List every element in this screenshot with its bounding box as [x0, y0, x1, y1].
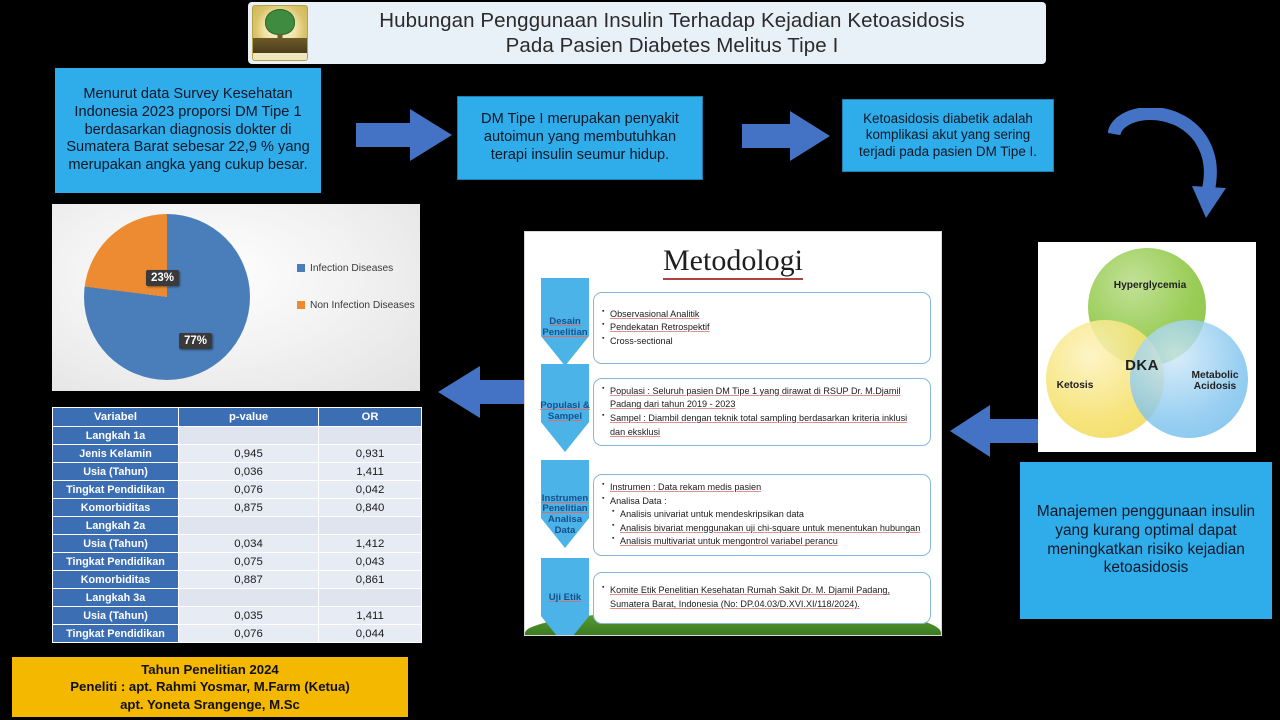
pie-chart-legend [297, 262, 415, 336]
item-text: Analisis multivariat untuk mengontrol variabel perancu [620, 536, 838, 547]
cell-variabel: Tingkat Pendidikan [53, 553, 179, 571]
footer-line-2: Peneliti : apt. Rahmi Yosmar, M.Farm (Ketua) [70, 679, 350, 695]
chevron-label-design [537, 292, 593, 364]
venn-label-metabolic-acidosis [1178, 370, 1252, 393]
methodology-items-design [593, 292, 931, 364]
chevron-label-ethics [537, 572, 593, 624]
cell-variabel: Komorbiditas [53, 499, 179, 517]
table-row [53, 427, 422, 445]
arrow-curved-down-icon [1108, 108, 1226, 220]
page-title [308, 8, 1046, 58]
cell-variabel: Langkah 1a [53, 427, 179, 445]
info-box-dm-type-1: DM Tipe I merupakan penyakit autoimun yang membutuhkan terapi insulin seumur hidup. [458, 97, 702, 179]
table-row [53, 553, 422, 571]
title-line-2: Pada Pasien Diabetes Melitus Tipe I [505, 34, 839, 57]
pie-label-non-infection: 23% [146, 270, 179, 286]
info-box-conclusion: Manajemen penggunaan insulin yang kurang optimal dapat meningkatkan risiko kejadian ketoasidosis [1020, 462, 1272, 619]
venn-diagram [1038, 242, 1256, 452]
cell-p-value: 0,076 [179, 481, 319, 499]
methodology-title [525, 244, 941, 278]
legend-label-non-infection: Non Infection Diseases [310, 300, 415, 312]
list-item [602, 385, 922, 412]
cell-or [319, 517, 422, 535]
table-body [53, 427, 422, 643]
methodology-section-population [537, 378, 931, 446]
cell-or: 0,931 [319, 445, 422, 463]
chevron-line-2: Penelitian [542, 503, 588, 515]
venn-label-line-2: Acidosis [1193, 381, 1237, 393]
legend-item-non-infection [297, 299, 415, 312]
item-text: Instrumen : Data rekam medis pasien [610, 481, 762, 492]
arrow-left-1-icon [950, 402, 1040, 460]
cell-or: 1,412 [319, 535, 422, 553]
chevron-line-3: Analisa Data [547, 514, 583, 536]
title-line-1: Hubungan Penggunaan Insulin Terhadap Kejadian Ketoasidosis [379, 9, 965, 32]
list-item [602, 508, 922, 522]
cell-p-value: 0,875 [179, 499, 319, 517]
institution-emblem-icon [252, 5, 308, 61]
footer-credits [12, 657, 408, 717]
chevron-line-1: Uji Etik [548, 591, 582, 603]
cell-variabel: Usia (Tahun) [53, 463, 179, 481]
cell-or [319, 589, 422, 607]
item-text: Observasional Analitik [610, 308, 700, 319]
methodology-items-instrument [593, 474, 931, 556]
list-item [602, 308, 922, 322]
cell-variabel: Tingkat Pendidikan [53, 481, 179, 499]
venn-label-dka: DKA [1125, 357, 1159, 374]
list-item [602, 535, 922, 549]
info-box-ketoasidosis: Ketoasidosis diabetik adalah komplikasi akut yang sering terjadi pada pasien DM Tipe I. [843, 100, 1053, 171]
table-row [53, 517, 422, 535]
item-text: Sampel : Diambil dengan teknik total sampling berdasarkan kriteria inklusi dan eksklusi [610, 413, 908, 437]
cell-variabel: Langkah 2a [53, 517, 179, 535]
results-table [52, 407, 422, 643]
cell-p-value: 0,034 [179, 535, 319, 553]
table-row [53, 571, 422, 589]
methodology-section-ethics [537, 572, 931, 624]
chevron-label-instrument [537, 474, 593, 556]
chevron-line-1: Populasi & [540, 400, 590, 412]
list-item [602, 335, 922, 349]
list-item [602, 584, 922, 611]
venn-label-line-1: Metabolic [1191, 370, 1239, 381]
chevron-line-1: Instrumen [541, 492, 589, 504]
cell-or: 0,840 [319, 499, 422, 517]
item-text: Populasi : Seluruh pasien DM Tipe 1 yang dirawat di RSUP Dr. M.Djamil Padang dari tahun 2019 - 2023 [610, 385, 901, 410]
methodology-items-ethics [593, 572, 931, 624]
table-header-row [53, 408, 422, 427]
cell-or: 0,042 [319, 481, 422, 499]
legend-item-infection [297, 262, 415, 275]
cell-variabel: Langkah 3a [53, 589, 179, 607]
table-row [53, 625, 422, 643]
methodology-items-population [593, 378, 931, 446]
venn-label-ketosis: Ketosis [1056, 380, 1094, 391]
poster-title-banner [248, 2, 1046, 64]
arrow-right-1-icon [356, 105, 452, 165]
cell-variabel: Usia (Tahun) [53, 607, 179, 625]
cell-or: 0,044 [319, 625, 422, 643]
list-item [602, 412, 922, 439]
column-header-variabel: Variabel [53, 408, 179, 427]
pie-chart-card [52, 204, 420, 391]
item-text: Analisis bivariat menggunakan uji chi-square untuk menentukan hubungan [620, 522, 921, 533]
cell-or: 1,411 [319, 607, 422, 625]
cell-or: 0,861 [319, 571, 422, 589]
methodology-panel [524, 231, 942, 636]
footer-line-3: apt. Yoneta Srangenge, M.Sc [120, 696, 300, 712]
cell-p-value: 0,076 [179, 625, 319, 643]
cell-or: 1,411 [319, 463, 422, 481]
cell-p-value: 0,075 [179, 553, 319, 571]
column-header-or: OR [319, 408, 422, 427]
item-text: Analisis univariat untuk mendeskripsikan data [620, 509, 804, 520]
table-row [53, 499, 422, 517]
pie-chart-slices [84, 214, 250, 380]
table-row [53, 445, 422, 463]
cell-variabel: Tingkat Pendidikan [53, 625, 179, 643]
table-row [53, 481, 422, 499]
legend-swatch-icon [297, 264, 305, 272]
cell-variabel: Jenis Kelamin [53, 445, 179, 463]
cell-p-value: 0,035 [179, 607, 319, 625]
list-item [602, 522, 922, 536]
list-item [602, 481, 922, 495]
legend-label-infection: Infection Diseases [310, 263, 394, 274]
table-row [53, 589, 422, 607]
chevron-label-population [537, 378, 593, 446]
methodology-section-design [537, 292, 931, 364]
cell-p-value: 0,887 [179, 571, 319, 589]
info-box-survey: Menurut data Survey Kesehatan Indonesia 2023 proporsi DM Tipe 1 berdasarkan diagnosis dokter di Sumatera Barat sebesar 22,9 % yang merupakan angka yang cukup besar. [55, 68, 321, 193]
cell-variabel: Usia (Tahun) [53, 535, 179, 553]
methodology-title-text: Metodologi [663, 244, 803, 280]
cell-variabel: Komorbiditas [53, 571, 179, 589]
cell-or [319, 427, 422, 445]
item-text: Cross-sectional [610, 335, 673, 346]
chevron-line-2: Sampel [547, 411, 583, 422]
cell-p-value [179, 427, 319, 445]
item-text: Pendekatan Retrospektif [610, 322, 710, 333]
arrow-right-2-icon [742, 108, 830, 164]
cell-p-value [179, 517, 319, 535]
list-item [602, 495, 922, 509]
pie-chart [84, 214, 250, 380]
table-row [53, 607, 422, 625]
chevron-line-2: Penelitian [542, 327, 588, 338]
venn-label-hyperglycemia: Hyperglycemia [1113, 280, 1187, 291]
legend-swatch-icon [297, 301, 305, 309]
table-row [53, 535, 422, 553]
cell-or: 0,043 [319, 553, 422, 571]
chevron-line-1: Desain [549, 316, 581, 328]
methodology-section-instrument [537, 474, 931, 556]
cell-p-value: 0,036 [179, 463, 319, 481]
item-text: Komite Etik Penelitian Kesehatan Rumah Sakit Dr. M. Djamil Padang, Sumatera Barat, Indonesia (No: DP.04.03/D.XVI.XI/118/2024). [610, 585, 891, 609]
arrow-left-2-icon [438, 362, 532, 422]
list-item [602, 321, 922, 335]
item-text: Analisa Data : [610, 495, 667, 506]
pie-label-infection: 77% [179, 333, 212, 349]
footer-line-1: Tahun Penelitian 2024 [141, 662, 279, 678]
cell-p-value: 0,945 [179, 445, 319, 463]
table-row [53, 463, 422, 481]
column-header-p-value: p-value [179, 408, 319, 427]
cell-p-value [179, 589, 319, 607]
